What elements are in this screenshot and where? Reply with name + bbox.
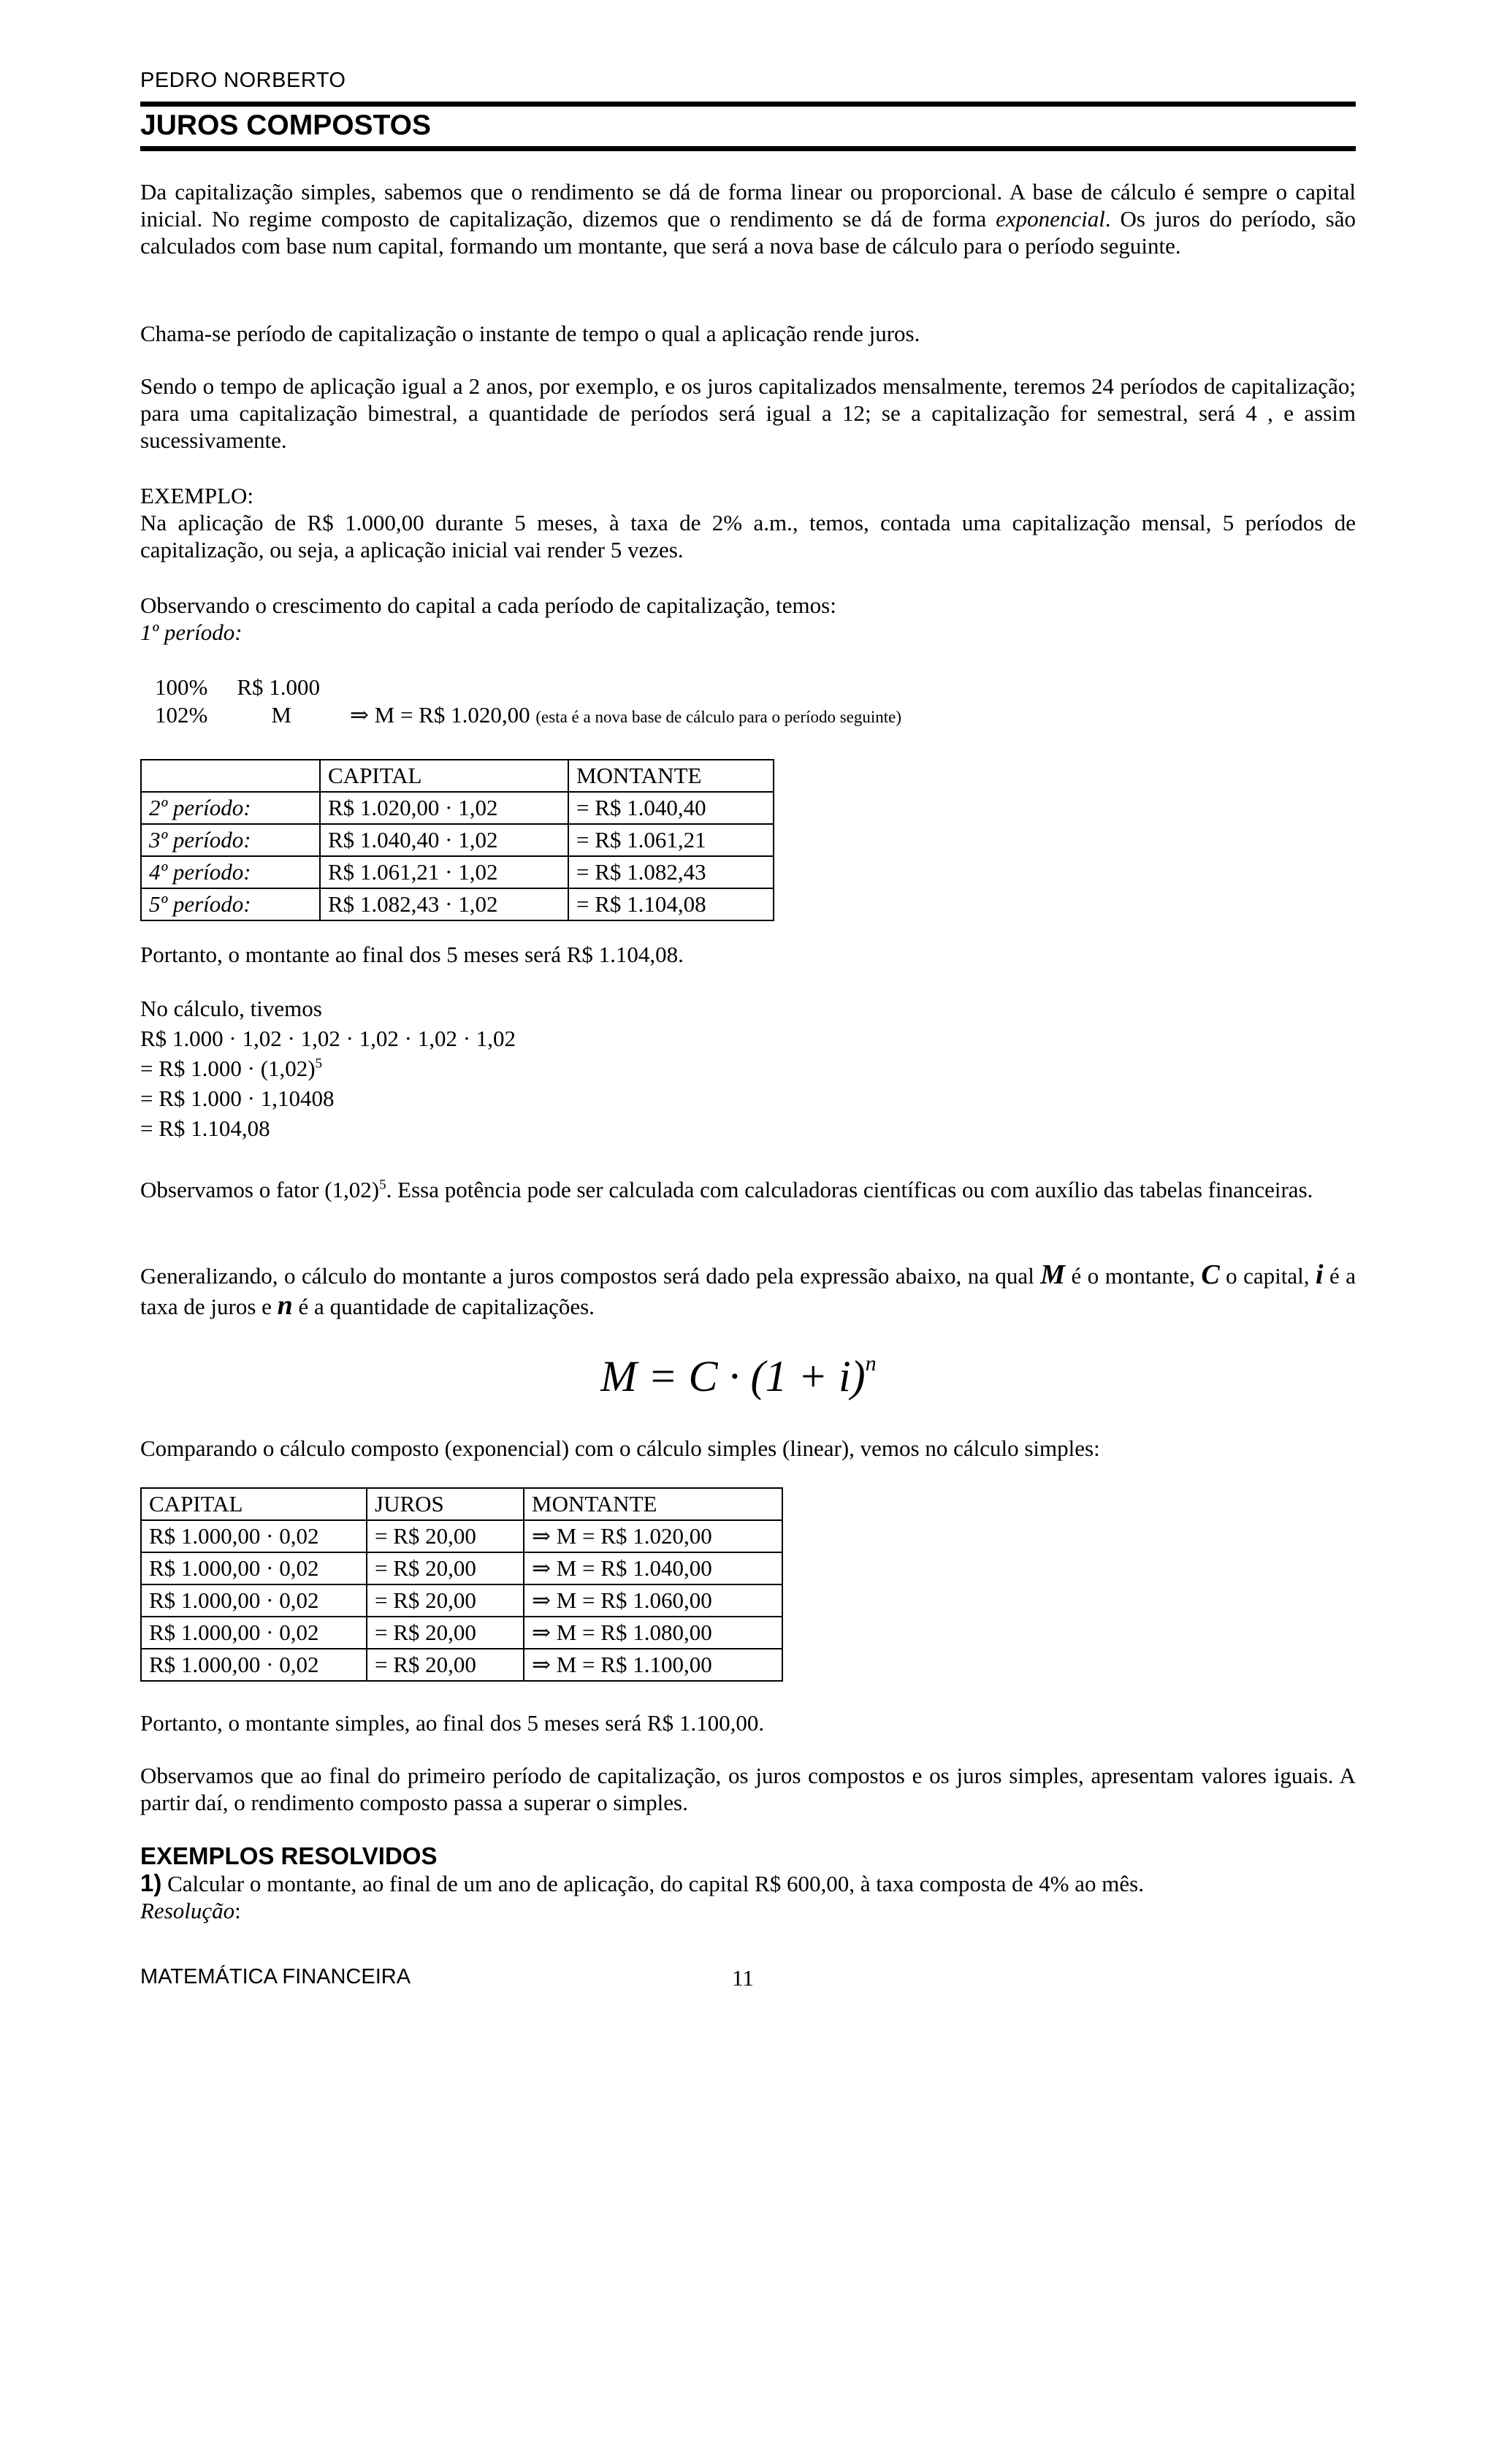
- observing-text: Observando o crescimento do capital a cada período de capitalização, temos:: [140, 592, 836, 618]
- table-row: R$ 1.000,00 · 0,02 = R$ 20,00 ⇒ M = R$ 1.100,00: [141, 1649, 782, 1681]
- table-row: 4º período: R$ 1.061,21 · 1,02 = R$ 1.082,43: [141, 856, 774, 888]
- running-head: PEDRO NORBERTO: [140, 69, 346, 92]
- table-row: R$ 1.000,00 · 0,02 = R$ 20,00 ⇒ M = R$ 1.080,00: [141, 1617, 782, 1649]
- calculation-steps: No cálculo, tivemos R$ 1.000 · 1,02 · 1,02 · 1,02 · 1,02 · 1,02 = R$ $1.000 \cdot (1,02)^5$ = R$ 1.000 · 1,10408 = R$ 1.104,08: [140, 996, 516, 1141]
- observing-block: [140, 592, 1356, 646]
- example-label: EXEMPLO:: [140, 483, 253, 508]
- simple-conclusion: Portanto, o montante simples, ao final dos 5 meses será R$ 1.100,00.: [140, 1710, 765, 1736]
- first-period-label: 1º período:: [140, 619, 243, 645]
- example-number: 1): [140, 1869, 162, 1896]
- header-rule-bottom: [140, 146, 1356, 151]
- intro-paragraph: Da capitalização simples, sabemos que o rendimento se dá de forma linear ou proporcional. A base de cálculo é sempre o capital inicial. No regime composto de capitalização, dizemos que o rendimento se dá de forma exponencial. Os juros do período, são calculados com base num capital, formando um montante, que será a nova base de cálculo para o período seguinte.: [140, 179, 1356, 259]
- solved-examples: EXEMPLOS RESOLVIDOS 1) Calcular o montante, ao final de um ano de aplicação, do capital R$ 600,00, à taxa composta de 4% ao mês. Resolução:: [140, 1842, 1356, 1924]
- table-row: 2º período: R$ 1.020,00 · 1,02 = R$ 1.040,40: [141, 792, 774, 824]
- generalization-paragraph: Generalizando, o cálculo do montante a juros compostos será dado pela expressão abaixo, na qual M é o montante, C o capital, i é a taxa de juros e n é a quantidade de capitalizações.: [140, 1259, 1356, 1321]
- header-montante: MONTANTE: [568, 760, 774, 792]
- table-row: R$ 1.000,00 · 0,02 = R$ 20,00 ⇒ M = R$ 1.060,00: [141, 1584, 782, 1617]
- simple-table: [140, 1487, 783, 1682]
- solved-examples-title: EXEMPLOS RESOLVIDOS: [140, 1842, 438, 1869]
- example-block: [140, 482, 1356, 563]
- compound-table-header: [141, 760, 774, 792]
- resolution-label: Resolução: [140, 1898, 235, 1923]
- page-number: 11: [732, 1965, 754, 1991]
- header-rule-top: [140, 102, 1356, 107]
- first-period-line-100: 100% R$ 1.000: [155, 674, 321, 700]
- paragraph-period-definition: Chama-se período de capitalização o instante de tempo o qual a aplicação rende juros.: [140, 321, 920, 346]
- compound-interest-formula: $M = C \cdot (1 + i)^n$: [600, 1351, 877, 1400]
- header-capital: CAPITAL: [320, 760, 568, 792]
- compound-conclusion: Portanto, o montante ao final dos 5 meses será R$ 1.104,08.: [140, 942, 684, 967]
- table-row: 3º período: R$ 1.040,40 · 1,02 = R$ 1.061,21: [141, 824, 774, 856]
- paragraph-periods-example: Sendo o tempo de aplicação igual a 2 anos, por exemplo, e os juros capitalizados mensalmente, teremos 24 períodos de capitalização; para uma capitalização bimestral, a quantidade de períodos será igual a 12; se a capitalização for semestral, será 4 , e assim sucessivamente.: [140, 373, 1356, 453]
- table-row: R$ 1.000,00 · 0,02 = R$ 20,00 ⇒ M = R$ 1.040,00: [141, 1552, 782, 1584]
- table-row: R$ 1.000,00 · 0,02 = R$ 20,00 ⇒ M = R$ 1.020,00: [141, 1520, 782, 1552]
- comparison-intro: Comparando o cálculo composto (exponencial) com o cálculo simples (linear), vemos no cálculo simples:: [140, 1435, 1100, 1461]
- first-period-line-102: 102% M ⇒ M = R$ 1.020,00 (esta é a nova base de cálculo para o período seguinte): [155, 702, 902, 728]
- simple-table-header: CAPITAL JUROS MONTANTE: [141, 1488, 782, 1520]
- compound-table: [140, 759, 774, 921]
- chapter-title: JUROS COMPOSTOS: [140, 110, 432, 141]
- period-note: (esta é a nova base de cálculo para o período seguinte): [535, 708, 902, 726]
- example-text: Na aplicação de R$ 1.000,00 durante 5 meses, à taxa de 2% a.m., temos, contada uma capitalização mensal, 5 períodos de capitalização, ou seja, a aplicação inicial vai render 5 vezes.: [140, 510, 1356, 562]
- factor-paragraph: Observamos o fator $(1,02)^5$. Essa potência pode ser calculada com calculadoras científicas ou com auxílio das tabelas financeiras.: [140, 1177, 1313, 1202]
- table-row: 5º período: R$ 1.082,43 · 1,02 = R$ 1.104,08: [141, 888, 774, 920]
- final-observation: Observamos que ao final do primeiro período de capitalização, os juros compostos e os juros simples, apresentam valores iguais. A partir daí, o rendimento composto passa a superar o simples.: [140, 1763, 1356, 1815]
- footer-title: MATEMÁTICA FINANCEIRA: [140, 1965, 411, 1988]
